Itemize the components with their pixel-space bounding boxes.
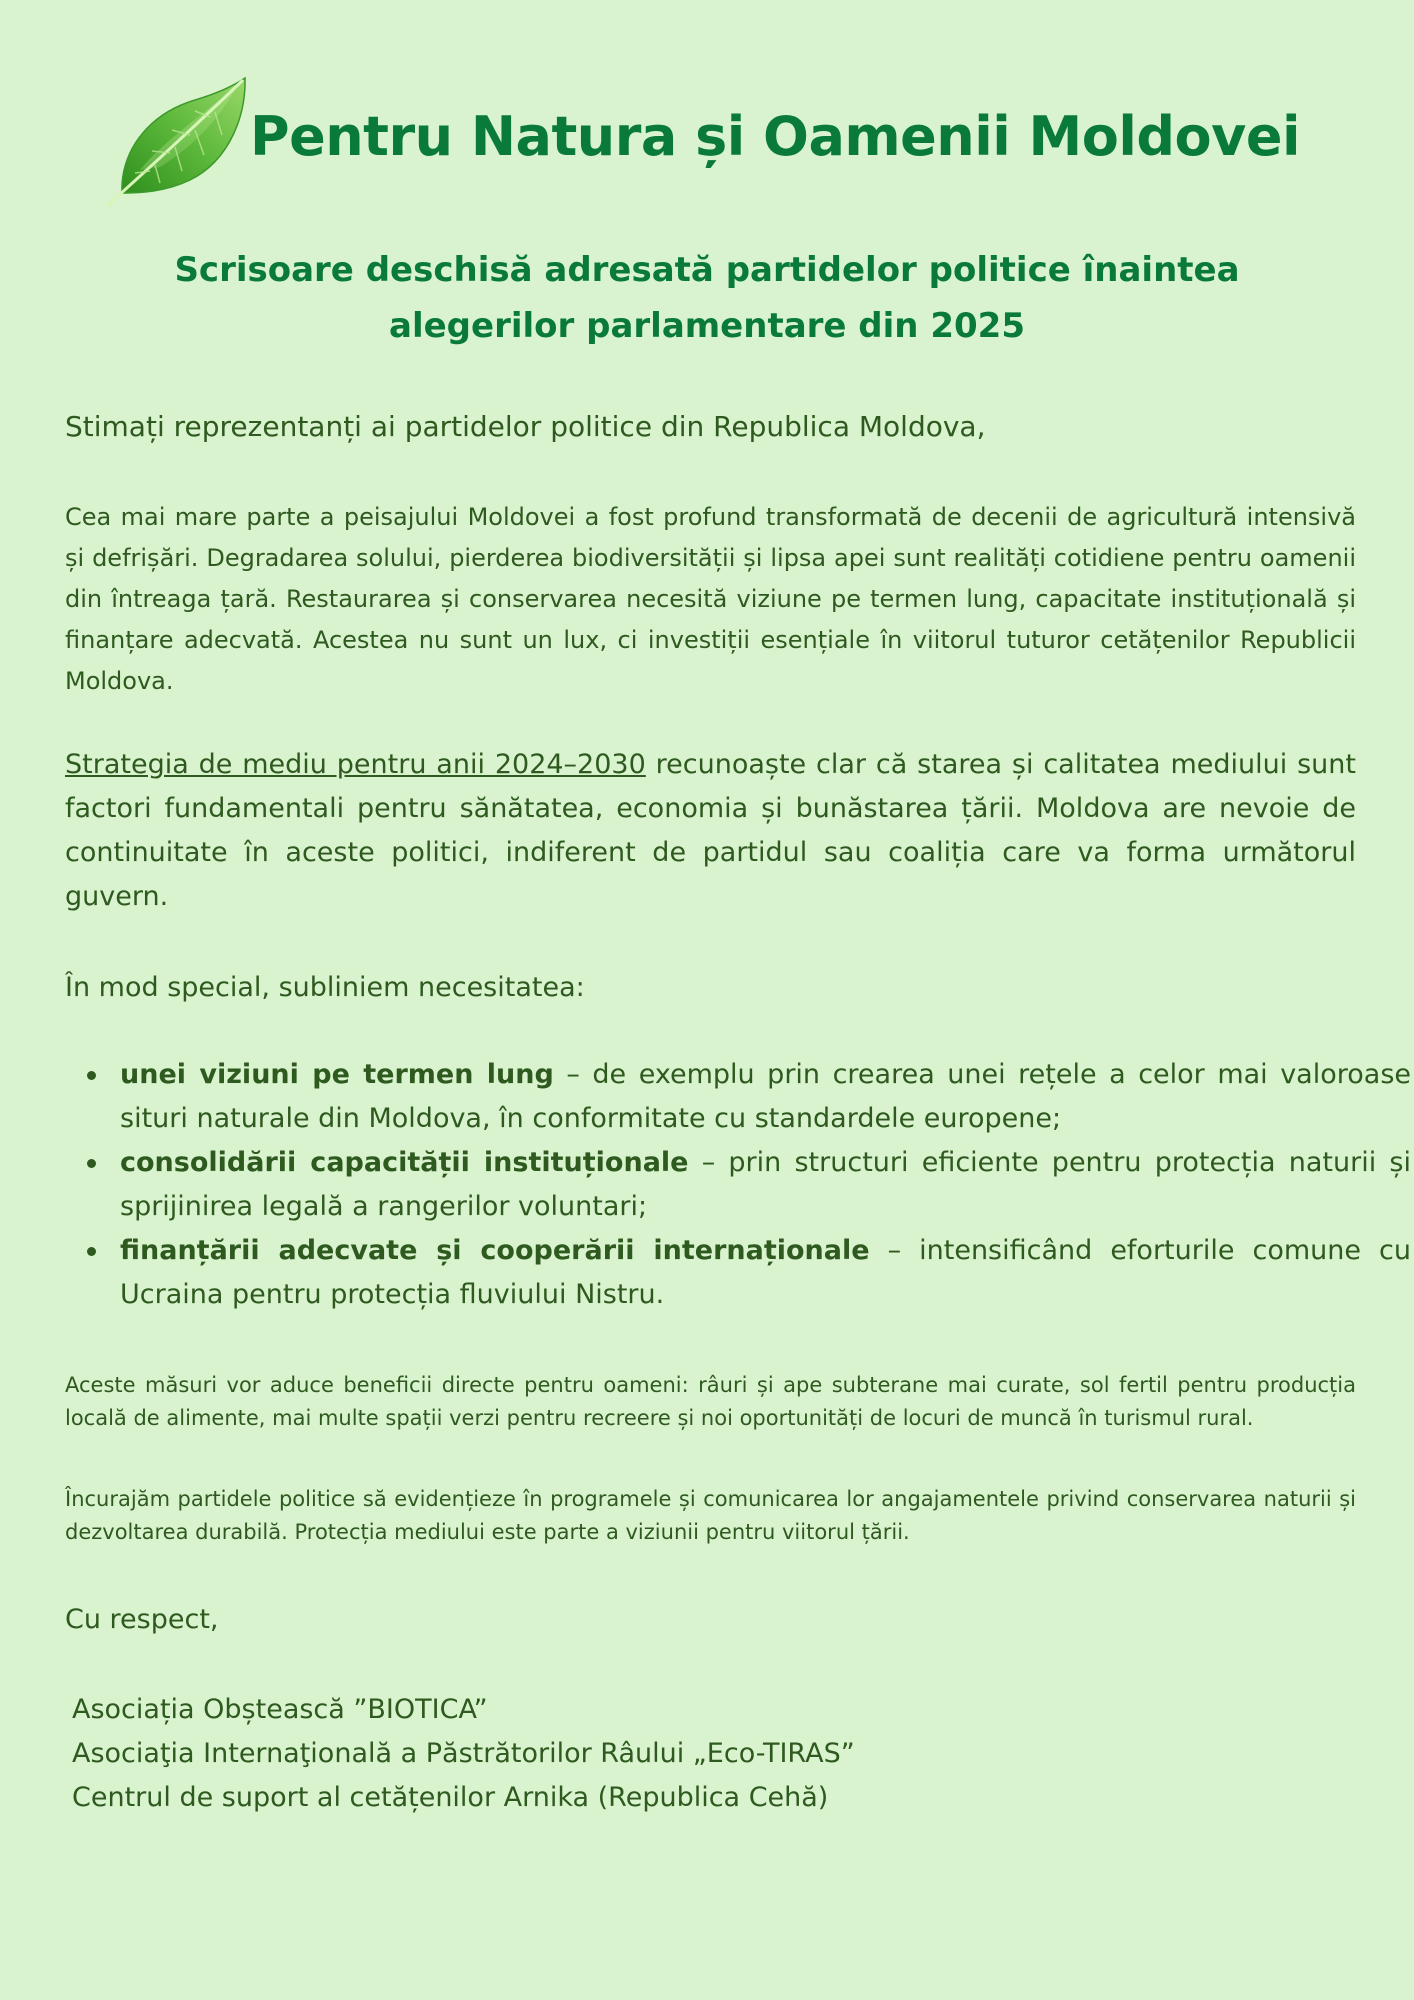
list-item-bold: consolidării capacității instituționale [120,1147,689,1178]
list-item-bold: unei viziuni pe termen lung [120,1059,554,1090]
strategy-link[interactable]: Strategia de mediu pentru anii 2024–2030 [65,749,646,780]
list-item-text: – prin structuri eficiente pentru protecția naturii și sprijinirea legală a rangerilor voluntari; [120,1147,1411,1222]
bullet-icon [87,1159,96,1168]
paragraph-special: În mod special, subliniem necesitatea: [65,972,585,1003]
signatory: Asociaţia Internaţională a Păstrătorilor Râului „Eco-TIRAS” [72,1738,855,1769]
paragraph-encourage: Încurajăm partidele politice să evidențieze în programele și comunicarea lor angajamentele privind conservarea naturii și dezvoltarea durabilă. Protecția mediului este parte a viziunii pentru viitorul țării. [65,1487,1356,1544]
paragraph-strategy [65,743,1356,919]
paragraph-benefits: Aceste măsuri vor aduce beneficii directe pentru oameni: râuri și ape subterane mai curate, sol fertil pentru producția locală de alimente, mai multe spații verzi pentru recreere și noi oportunități de locuri de muncă în turismul rural. [65,1373,1356,1430]
list-item [120,1053,1411,1141]
signatory: Asociația Obștească ”BIOTICA” [72,1694,488,1725]
bullet-icon [87,1071,96,1080]
closing-line: Cu respect, [65,1604,219,1635]
list-item-text: – intensificând eforturile comune cu Ucraina pentru protecția fluviului Nistru. [120,1235,1411,1310]
list-item [120,1229,1411,1317]
list-item [120,1141,1411,1229]
priorities-list [65,1053,1411,1317]
letter-header [100,75,1340,210]
list-item-bold: finanțării adecvate și cooperării internaționale [120,1235,870,1266]
leaf-icon [100,75,250,210]
letter-subtitle: Scrisoare deschisă adresată partidelor politice înaintea alegerilor parlamentare din 2025 [174,250,1240,346]
list-item-text: – de exemplu prin crearea unei rețele a celor mai valoroase situri naturale din Moldova, în conformitate cu standardele europene; [120,1059,1412,1134]
page-title: Pentru Natura și Oamenii Moldovei [250,105,1300,168]
bullet-icon [87,1247,96,1256]
paragraph-intro: Cea mai mare parte a peisajului Moldovei a fost profund transformată de decenii de agricultură intensivă și defrișări. Degradarea solului, pierderea biodiversității și lipsa apei sunt realități cotidiene pentru oamenii din întreaga țară. Restaurarea și conservarea necesită viziune pe termen lung, capacitate instituțională și finanțare adecvată. Acestea nu sunt un lux, ci investiții esențiale în viitorul tuturor cetățenilor Republicii Moldova. [65,503,1356,695]
salutation: Stimați reprezentanți ai partidelor politice din Republica Moldova, [65,410,986,443]
paragraph-strategy-text: recunoaște clar că starea și calitatea mediului sunt factori fundamentali pentru sănătatea, economia și bunăstarea țării. Moldova are nevoie de continuitate în aceste politici, indiferent de partidul sau coaliția care va forma următorul guvern. [65,749,1356,912]
signatories-list [72,1688,1363,1820]
signatory: Centrul de suport al cetățenilor Arnika (Republica Cehă) [72,1782,829,1813]
